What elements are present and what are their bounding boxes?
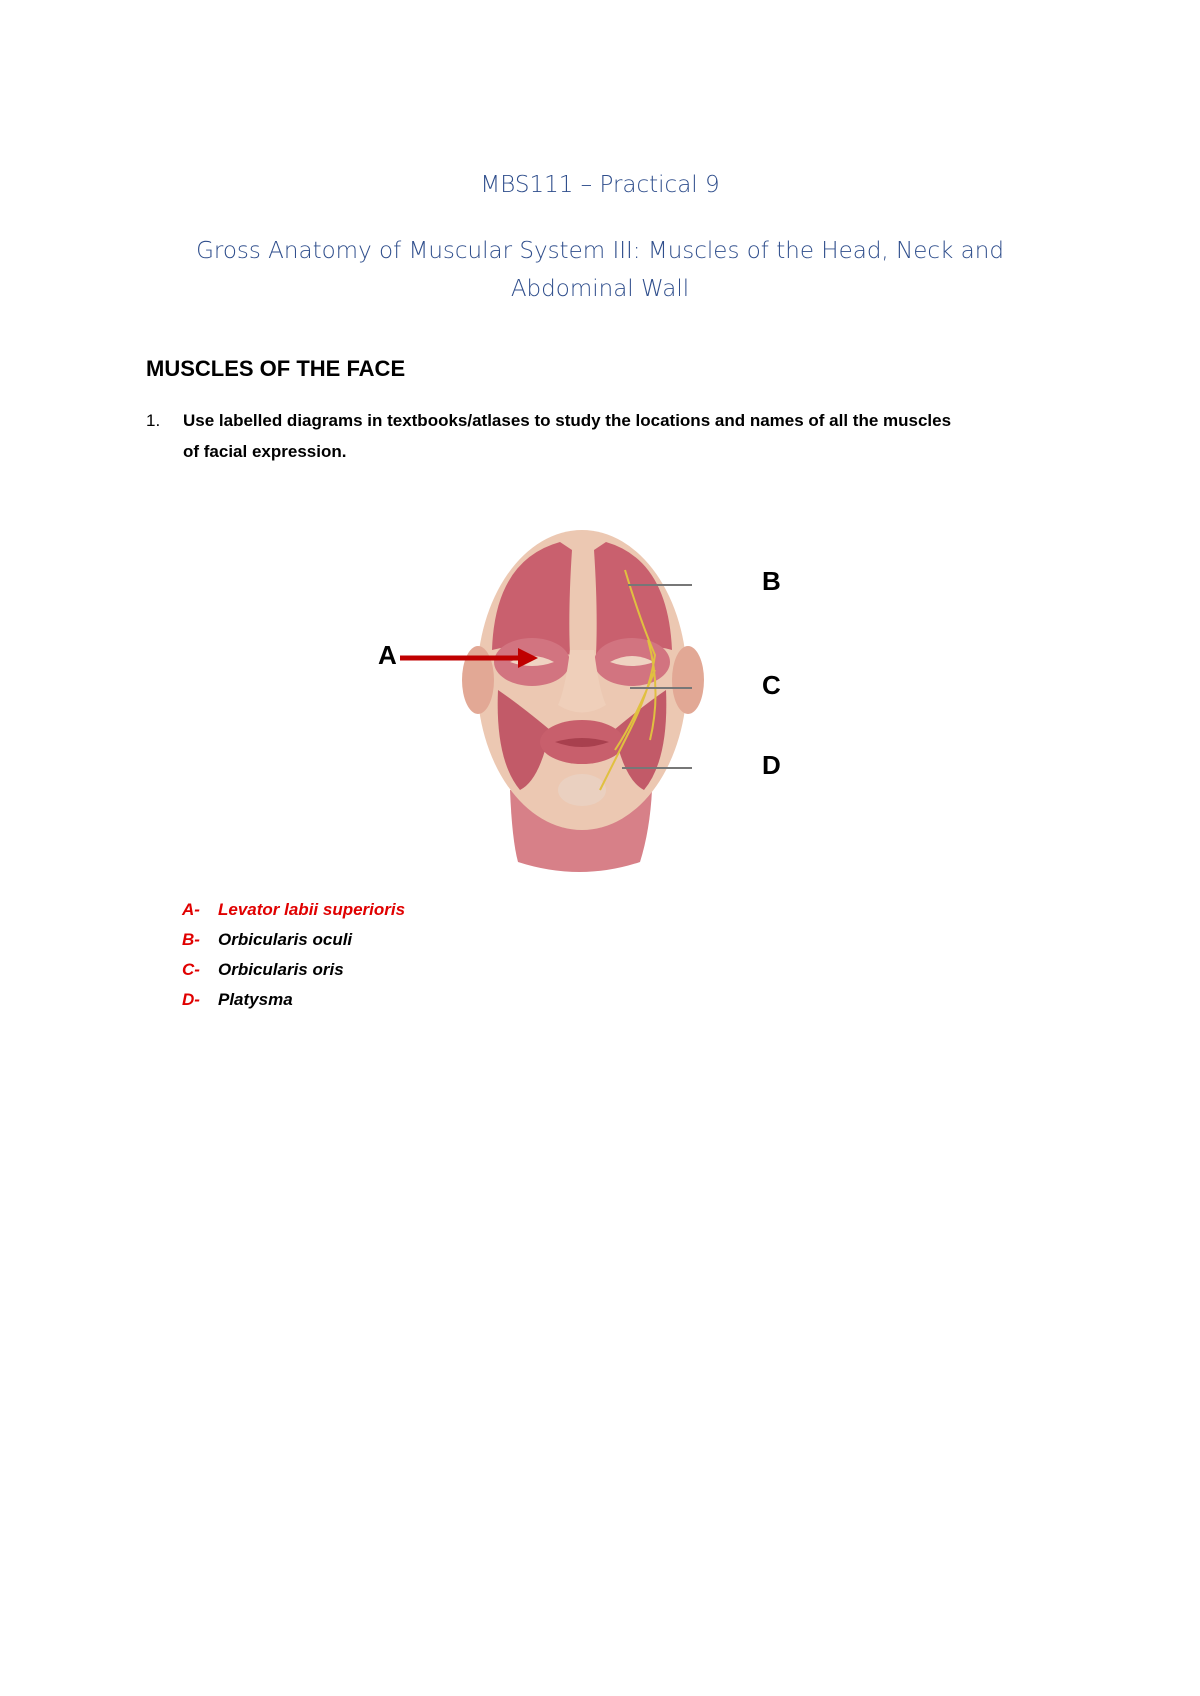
- answer-name: Levator labii superioris: [218, 900, 406, 919]
- answer-letter: B-: [182, 930, 200, 949]
- answer-letter: D-: [182, 990, 200, 1009]
- subtitle-line-2: Abdominal Wall: [510, 276, 690, 302]
- question-1: [146, 405, 1066, 467]
- label-b: B: [762, 566, 781, 596]
- answer-b: [182, 925, 405, 955]
- section-heading: MUSCLES OF THE FACE: [146, 356, 406, 381]
- question-number: 1.: [146, 411, 161, 430]
- right-ear: [672, 646, 704, 714]
- chin: [558, 774, 606, 806]
- answer-name: Orbicularis oculi: [218, 930, 353, 949]
- facial-muscles-figure: [378, 490, 820, 880]
- label-a: A: [378, 640, 397, 670]
- answer-c: [182, 955, 405, 985]
- question-text-line-2: of facial expression.: [183, 442, 347, 461]
- answer-name: Orbicularis oris: [218, 960, 344, 979]
- label-c: C: [762, 670, 781, 700]
- answer-a: [182, 895, 405, 925]
- course-title: MBS111 – Practical 9: [480, 172, 720, 198]
- answer-name: Platysma: [218, 990, 293, 1009]
- facial-muscles-illustration: [400, 490, 820, 880]
- answer-letter: A-: [182, 900, 200, 919]
- subtitle-line-1: Gross Anatomy of Muscular System III: Muscles of the Head, Neck and: [196, 238, 1004, 264]
- question-text-line-1: Use labelled diagrams in textbooks/atlases to study the locations and names of all the muscles: [183, 411, 952, 430]
- practical-subtitle: [0, 232, 1200, 308]
- answer-d: [182, 985, 405, 1015]
- answer-list: [182, 895, 405, 1015]
- label-d: D: [762, 750, 781, 780]
- answer-letter: C-: [182, 960, 200, 979]
